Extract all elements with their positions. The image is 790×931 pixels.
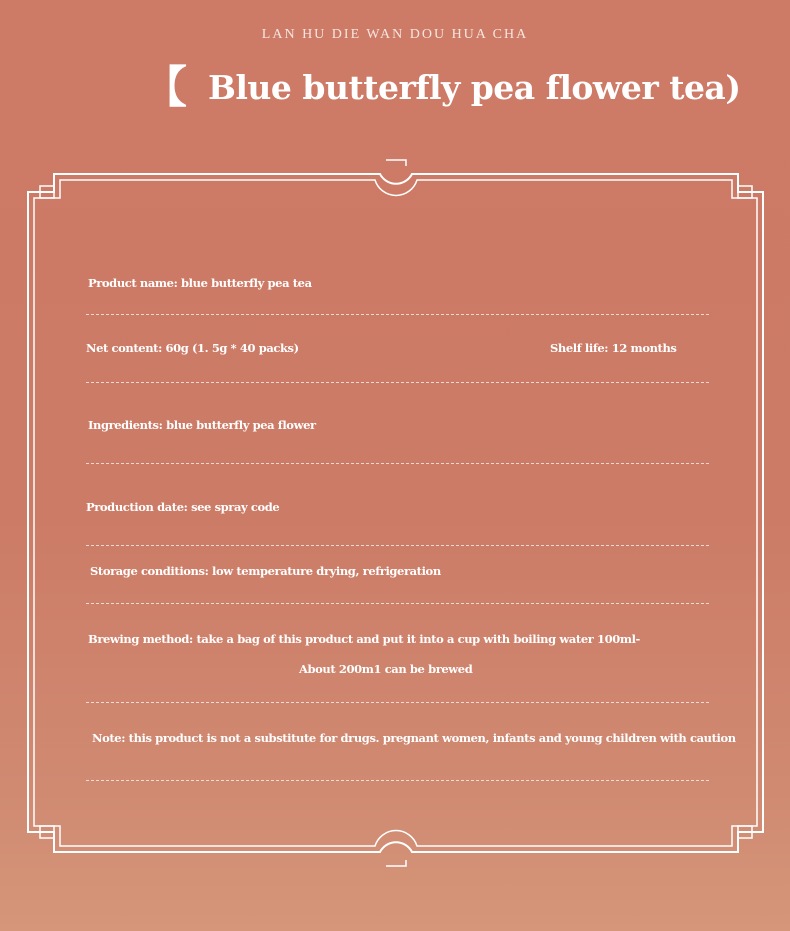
divider	[86, 603, 709, 604]
subtitle: LAN HU DIE WAN DOU HUA CHA	[261, 27, 529, 42]
brewing-method-continued: About 200m1 can be brewed	[299, 662, 473, 676]
production-date: Production date: see spray code	[86, 500, 280, 514]
divider	[86, 314, 709, 315]
note: Note: this product is not a substitute for drugs. pregnant women, infants and young children with caution	[92, 731, 736, 745]
brewing-method: Brewing method: take a bag of this product and put it into a cup with boiling water 100ml-	[88, 632, 640, 646]
divider	[86, 382, 709, 383]
net-content: Net content: 60g (1. 5g * 40 packs)	[86, 341, 299, 355]
title-bracket: 【	[143, 62, 187, 113]
divider	[86, 545, 709, 546]
shelf-life: Shelf life: 12 months	[550, 341, 677, 355]
divider	[86, 463, 709, 464]
divider	[86, 780, 709, 781]
product-name: Product name: blue butterfly pea tea	[88, 276, 312, 290]
storage-conditions: Storage conditions: low temperature drying, refrigeration	[90, 564, 441, 578]
divider	[86, 702, 709, 703]
ingredients: Ingredients: blue butterfly pea flower	[88, 418, 316, 432]
page-title: Blue butterfly pea flower tea)	[208, 68, 741, 107]
